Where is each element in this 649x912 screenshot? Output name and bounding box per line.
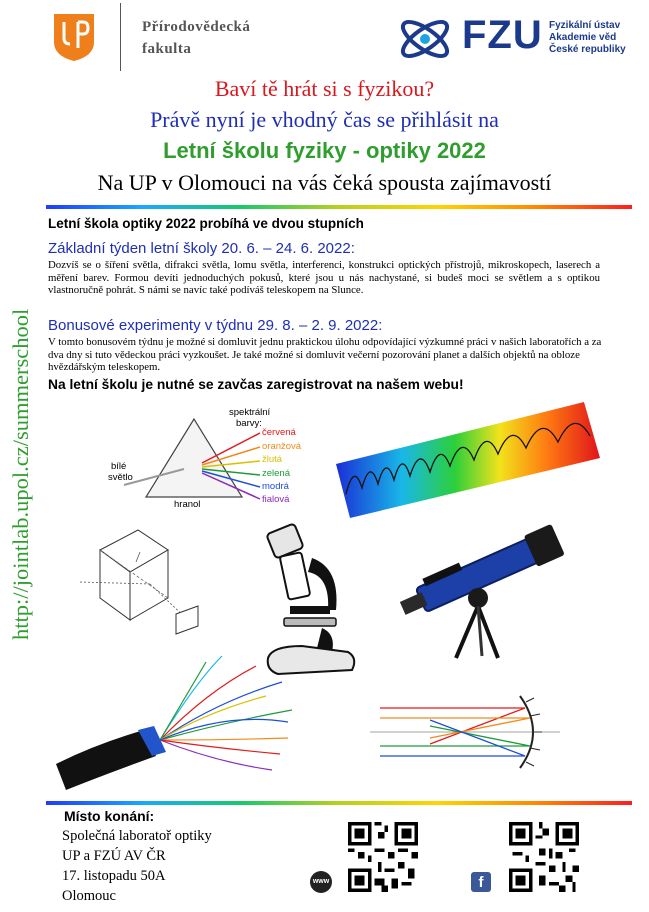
fzu-line1: Fyzikální ústav <box>549 20 621 31</box>
basic-week-title: Základní týden letní školy 20. 6. – 24. 6. 2022: <box>48 240 355 257</box>
faculty-line2: fakulta <box>142 41 192 57</box>
color-label-0: červená <box>262 427 296 438</box>
up-logo <box>52 12 96 62</box>
headline-line2: Právě nyní je vhodný čas se přihlásit na <box>150 107 499 132</box>
label-spectral: spektrální <box>229 407 271 418</box>
rainbow-divider-bottom <box>46 801 632 805</box>
fzu-atom-icon <box>396 14 454 64</box>
vertical-url[interactable]: http://jointlab.upol.cz/summerschool <box>8 308 33 640</box>
register-note: Na letní školu je nutné se zavčas zaregistrovat na našem webu! <box>48 377 464 392</box>
fiber-optic-cable-image <box>56 652 296 792</box>
bonus-week-title: Bonusové experimenty v týdnu 29. 8. – 2. 9. 2022: <box>48 317 383 334</box>
color-label-2: žlutá <box>262 454 283 465</box>
headline-line3: Letní školu fyziky - optiky 2022 <box>163 138 486 163</box>
venue-line3: 17. listopadu 50A <box>62 868 166 884</box>
venue-line2: UP a FZÚ AV ČR <box>62 848 166 864</box>
telescope-image <box>386 516 570 662</box>
label-light: světlo <box>108 472 133 483</box>
label-prism: hranol <box>174 499 201 510</box>
prism-diagram <box>84 405 334 515</box>
beam-splitter-diagram <box>80 522 210 642</box>
faculty-divider <box>120 3 121 71</box>
facebook-qr-code[interactable] <box>509 822 579 892</box>
rainbow-divider-top <box>46 205 632 209</box>
faculty-line1: Přírodovědecká <box>142 19 251 35</box>
label-white: bílé <box>111 461 127 472</box>
color-label-3: zelená <box>262 468 290 479</box>
www-icon[interactable]: www <box>310 871 332 893</box>
fzu-full-name <box>549 20 626 56</box>
venue-line4: Olomouc <box>62 888 116 904</box>
venue-address <box>62 826 212 906</box>
fzu-line3: České republiky <box>549 44 626 55</box>
ray-optics-diagram <box>370 692 570 772</box>
bonus-week-body: V tomto bonusovém týdnu je možné si domluvit jednu praktickou úlohu odpovídající výzkumné práci v našich laboratořích a za dva dny si tuto vědeckou práci vyzkoušet. Je také možné si domluvit večerní pozorování planet a dalších objektů na obloze hvězdářským teleskopem. <box>48 336 602 373</box>
spectrum-wave-image <box>336 402 600 520</box>
color-label-4: modrá <box>262 481 289 492</box>
basic-week-body: Dozvíš se o šíření světla, difrakci světla, lomu světla, interferenci, konstrukci optických přístrojů, mikroskopech, laserech a měření barev. Formou devíti jednoduchých pokusů, které jsou u nás nachystané, si budeš moci se světlem a s optikou vlastnoručně pohrát. S námi se navíc také podíváš teleskopem na Slunce. <box>48 259 600 296</box>
venue-title: Místo konání: <box>64 808 155 824</box>
color-label-1: oranžová <box>262 441 302 452</box>
faculty-name <box>142 16 250 60</box>
headline-line4: Na UP v Olomouci na vás čeká spousta zajímavostí <box>97 170 552 195</box>
venue-line1: Společná laboratoř optiky <box>62 828 212 844</box>
facebook-icon[interactable]: f <box>471 872 491 892</box>
fzu-logo-text: FZU <box>462 13 543 57</box>
web-qr-code[interactable] <box>348 822 418 892</box>
fzu-line2: Akademie věd <box>549 32 617 43</box>
intro-heading: Letní škola optiky 2022 probíhá ve dvou stupních <box>48 216 364 231</box>
headline-line1: Baví tě hrát si s fyzikou? <box>214 76 435 101</box>
color-label-5: fialová <box>262 494 290 505</box>
label-colors: barvy: <box>236 418 262 429</box>
